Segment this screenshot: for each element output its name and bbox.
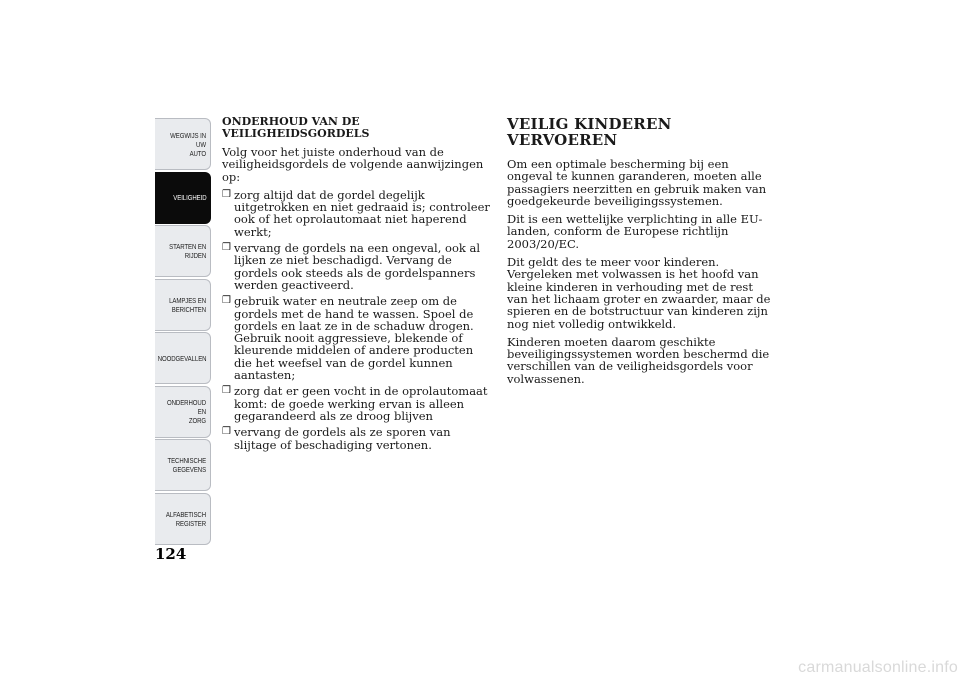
tab-wegwijs-in-uw-auto[interactable] [155,118,211,170]
list-item-text: zorg altijd dat de gordel degelijk uitgetrokken en niet gedraaid is; controleer ook of het oprolautomaat niet haperend werkt; [234,187,490,239]
intro-paragraph: Volg voor het juiste onderhoud van de veiligheidsgordels de volgende aanwijzingen op: [222,145,484,184]
checkbox-bullet-icon: ❒ [222,188,231,200]
tab-label: ONDERHOUD EN ZORG [166,398,206,425]
paragraph: Dit is een wettelijke verplichting in alle EU-landen, conform de Europese richtlijn 2003/20/EC. [507,212,763,251]
tab-label: LAMPJES EN BERICHTEN [169,295,206,314]
tab-lampjes-en-berichten[interactable] [155,279,211,331]
list-item-text: vervang de gordels na een ongeval, ook al lijken ze niet beschadigd. Vervang de gordels ook steeds als de gordelspanners werden geactiveerd. [234,241,481,292]
chapter-tabs [155,118,211,546]
tab-label: STARTEN EN RIJDEN [168,242,206,260]
section-heading: ONDERHOUD VAN DE VEILIGHEIDSGORDELS [222,115,370,140]
list-item [222,295,492,381]
tab-onderhoud-en-zorg[interactable] [155,386,211,438]
checkbox-bullet-icon: ❒ [222,242,231,254]
list-item-text: zorg dat er geen vocht in de oprolautomaat komt: de goede werking ervan is alleen gegarandeerd als ze droog blijven [234,384,488,423]
list-item-text: gebruik water en neutrale zeep om de gordels met de hand te wassen. Spoel de gordels en laat ze in de schaduw drogen. Gebruik nooit aggressieve, blekende of kleurende middelen of andere producten die het weefsel van de gordel kunnen aantasten; [234,294,474,383]
checkbox-bullet-icon: ❒ [222,295,231,307]
list-item-text: vervang de gordels als ze sporen van slijtage of beschadiging vertonen. [234,425,451,452]
watermark: carmanualsonline.info [798,659,958,676]
list-item [222,242,492,291]
tab-label: VEILIGHEID [172,193,206,202]
paragraph: Om een optimale bescherming bij een ongeval te kunnen garanderen, moeten alle passagiers neerzitten en gebruik maken van goedgekeurde beveiligingssystemen. [507,157,767,208]
checkbox-bullet-icon: ❒ [222,385,231,397]
right-column [507,116,777,391]
paragraph: Dit geldt des te meer voor kinderen. Vergeleken met volwassen is het hoofd van kleine kinderen in verhouding met de rest van het lichaam groter en zwaarder, maar de spieren en de botstructuur van kinderen zijn nog niet volledig ontwikkeld. [507,255,771,331]
page-number: 124 [155,545,187,563]
tab-noodgevallen[interactable] [155,332,211,384]
list-item [222,426,492,451]
checkbox-bullet-icon: ❒ [222,426,231,438]
left-column [222,116,492,455]
tab-label: NOODGEVALLEN [157,353,206,363]
tab-alfabetisch-register[interactable] [155,493,211,545]
tab-label: ALFABETISCH REGISTER [165,509,206,528]
maintenance-list [222,189,492,451]
tab-starten-en-rijden[interactable] [155,225,211,277]
tab-label: TECHNISCHE GEGEVENS [167,456,206,474]
list-item [222,385,492,422]
tab-veiligheid[interactable] [155,172,211,224]
list-item [222,189,492,238]
section-title: VEILIG KINDEREN VERVOEREN [507,115,672,149]
paragraph: Kinderen moeten daarom geschikte beveiligingssystemen worden beschermd die verschillen van de veiligheidsgordels voor volwassenen. [507,334,770,386]
tab-technische-gegevens[interactable] [155,439,211,491]
tab-label: WEGWIJS IN UW AUTO [170,130,206,158]
